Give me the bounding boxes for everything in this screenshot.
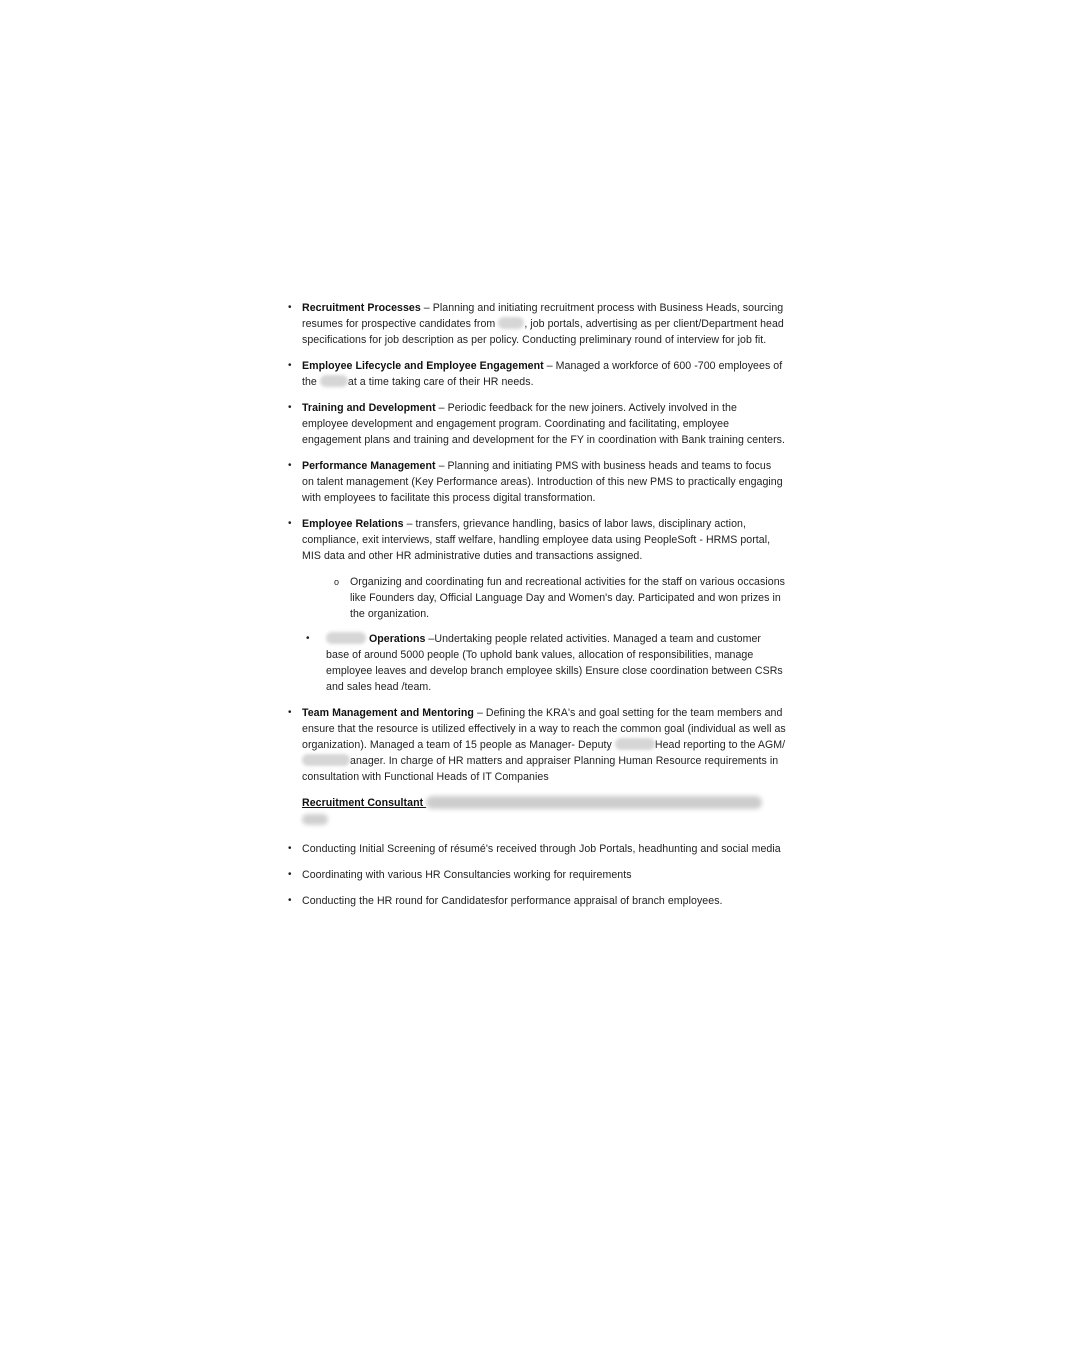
item-text: – transfers, grievance handling, basics of labor laws, disciplinary action, compliance, exit interviews, staff welfare, handling employee data using PeopleSoft - HRMS portal, MIS data and other HR administrative duties and transactions assigned. [302, 518, 771, 562]
list-item-recruitment-processes [286, 300, 786, 348]
redacted-text [320, 375, 348, 387]
bullet-icon: • [288, 843, 292, 854]
bullet-icon: • [288, 360, 292, 371]
item-text: Head reporting to the AGM/ [654, 739, 786, 751]
list-item-performance-management [286, 458, 786, 506]
item-text: – Managed a workforce of 600 -700 employees of the [302, 360, 783, 388]
bullet-icon: • [288, 402, 292, 413]
item-title: Employee Relations [302, 518, 404, 530]
item-title: Training and Development [302, 402, 436, 414]
list-item-hr-consultancies [286, 867, 786, 883]
item-text: at a time taking care of their HR needs. [347, 376, 534, 388]
list-item-initial-screening [286, 841, 786, 857]
list-item-hr-round [286, 893, 786, 909]
redacted-text [426, 796, 762, 809]
list-item-employee-relations [286, 516, 786, 564]
bullet-icon: • [288, 895, 292, 906]
item-title: Performance Management [302, 460, 436, 472]
section-heading-recruitment-consultant [286, 795, 786, 825]
bullet-icon: • [288, 869, 292, 880]
item-title: Recruitment Processes [302, 302, 421, 314]
bullet-icon: • [288, 707, 292, 718]
bullet-icon: • [288, 460, 292, 471]
redacted-text [498, 317, 524, 329]
redacted-text [326, 632, 366, 644]
item-text: Conducting Initial Screening of résumé's received through Job Portals, headhunting and social media [302, 843, 781, 855]
item-text: – Defining the KRA's and goal setting for the team members and ensure that the resource is utilized effectively in a way to reach the common goal (individual as well as organization). Managed a team of 15 people as Manager- Deputy [302, 707, 786, 751]
bullet-icon: • [306, 633, 310, 644]
bullet-icon: • [288, 518, 292, 529]
resume-body [286, 300, 786, 919]
item-text: Conducting the HR round for Candidatesfor performance appraisal of branch employees. [302, 895, 723, 907]
item-text: – Planning and initiating PMS with business heads and teams to focus on talent management (Key Performance areas). Introduction of this new PMS to practically engaging with employees to facilitate this process digital transformation. [302, 460, 783, 504]
redacted-text [302, 814, 328, 825]
item-text: Organizing and coordinating fun and recreational activities for the staff on various occasions like Founders day, Official Language Day and Women's day. Participated and won prizes in the organization. [350, 576, 785, 620]
redacted-text [615, 738, 655, 750]
item-text: –Undertaking people related activities. Managed a team and customer base of around 5000 people (To uphold bank values, allocation of responsibilities, manage employee leaves and develop branch employee skills) Ensure close coordination between CSRs and sales head /team. [326, 633, 783, 693]
item-text: , job portals, advertising as per client/Department head specifications for job description as per policy. Conducting preliminary round of interview for job fit. [302, 318, 784, 346]
item-text: – Planning and initiating recruitment process with Business Heads, sourcing resumes for prospective candidates from [302, 302, 784, 330]
list-item-operations [286, 631, 786, 695]
list-item-team-management [286, 705, 786, 785]
item-text: anager. In charge of HR matters and appraiser Planning Human Resource requirements in consultation with Functional Heads of IT Companies [302, 755, 779, 783]
item-text: – Periodic feedback for the new joiners. Actively involved in the employee development and engagement program. Coordinating and facilitating, employee engagement plans and training and development for the FY in coordination with Bank training centers. [302, 402, 786, 446]
section-title: Recruitment Consultant [302, 797, 427, 809]
circle-bullet-icon: o [334, 577, 340, 587]
list-item-employee-lifecycle [286, 358, 786, 390]
item-title: Team Management and Mentoring [302, 707, 474, 719]
bullet-icon: • [288, 302, 292, 313]
list-item-training-development [286, 400, 786, 448]
list-item-recreational-activities [286, 574, 786, 622]
item-text: Coordinating with various HR Consultancies working for requirements [302, 869, 632, 881]
redacted-text [302, 754, 350, 766]
item-title: Operations [369, 633, 426, 645]
item-title: Employee Lifecycle and Employee Engagement [302, 360, 544, 372]
